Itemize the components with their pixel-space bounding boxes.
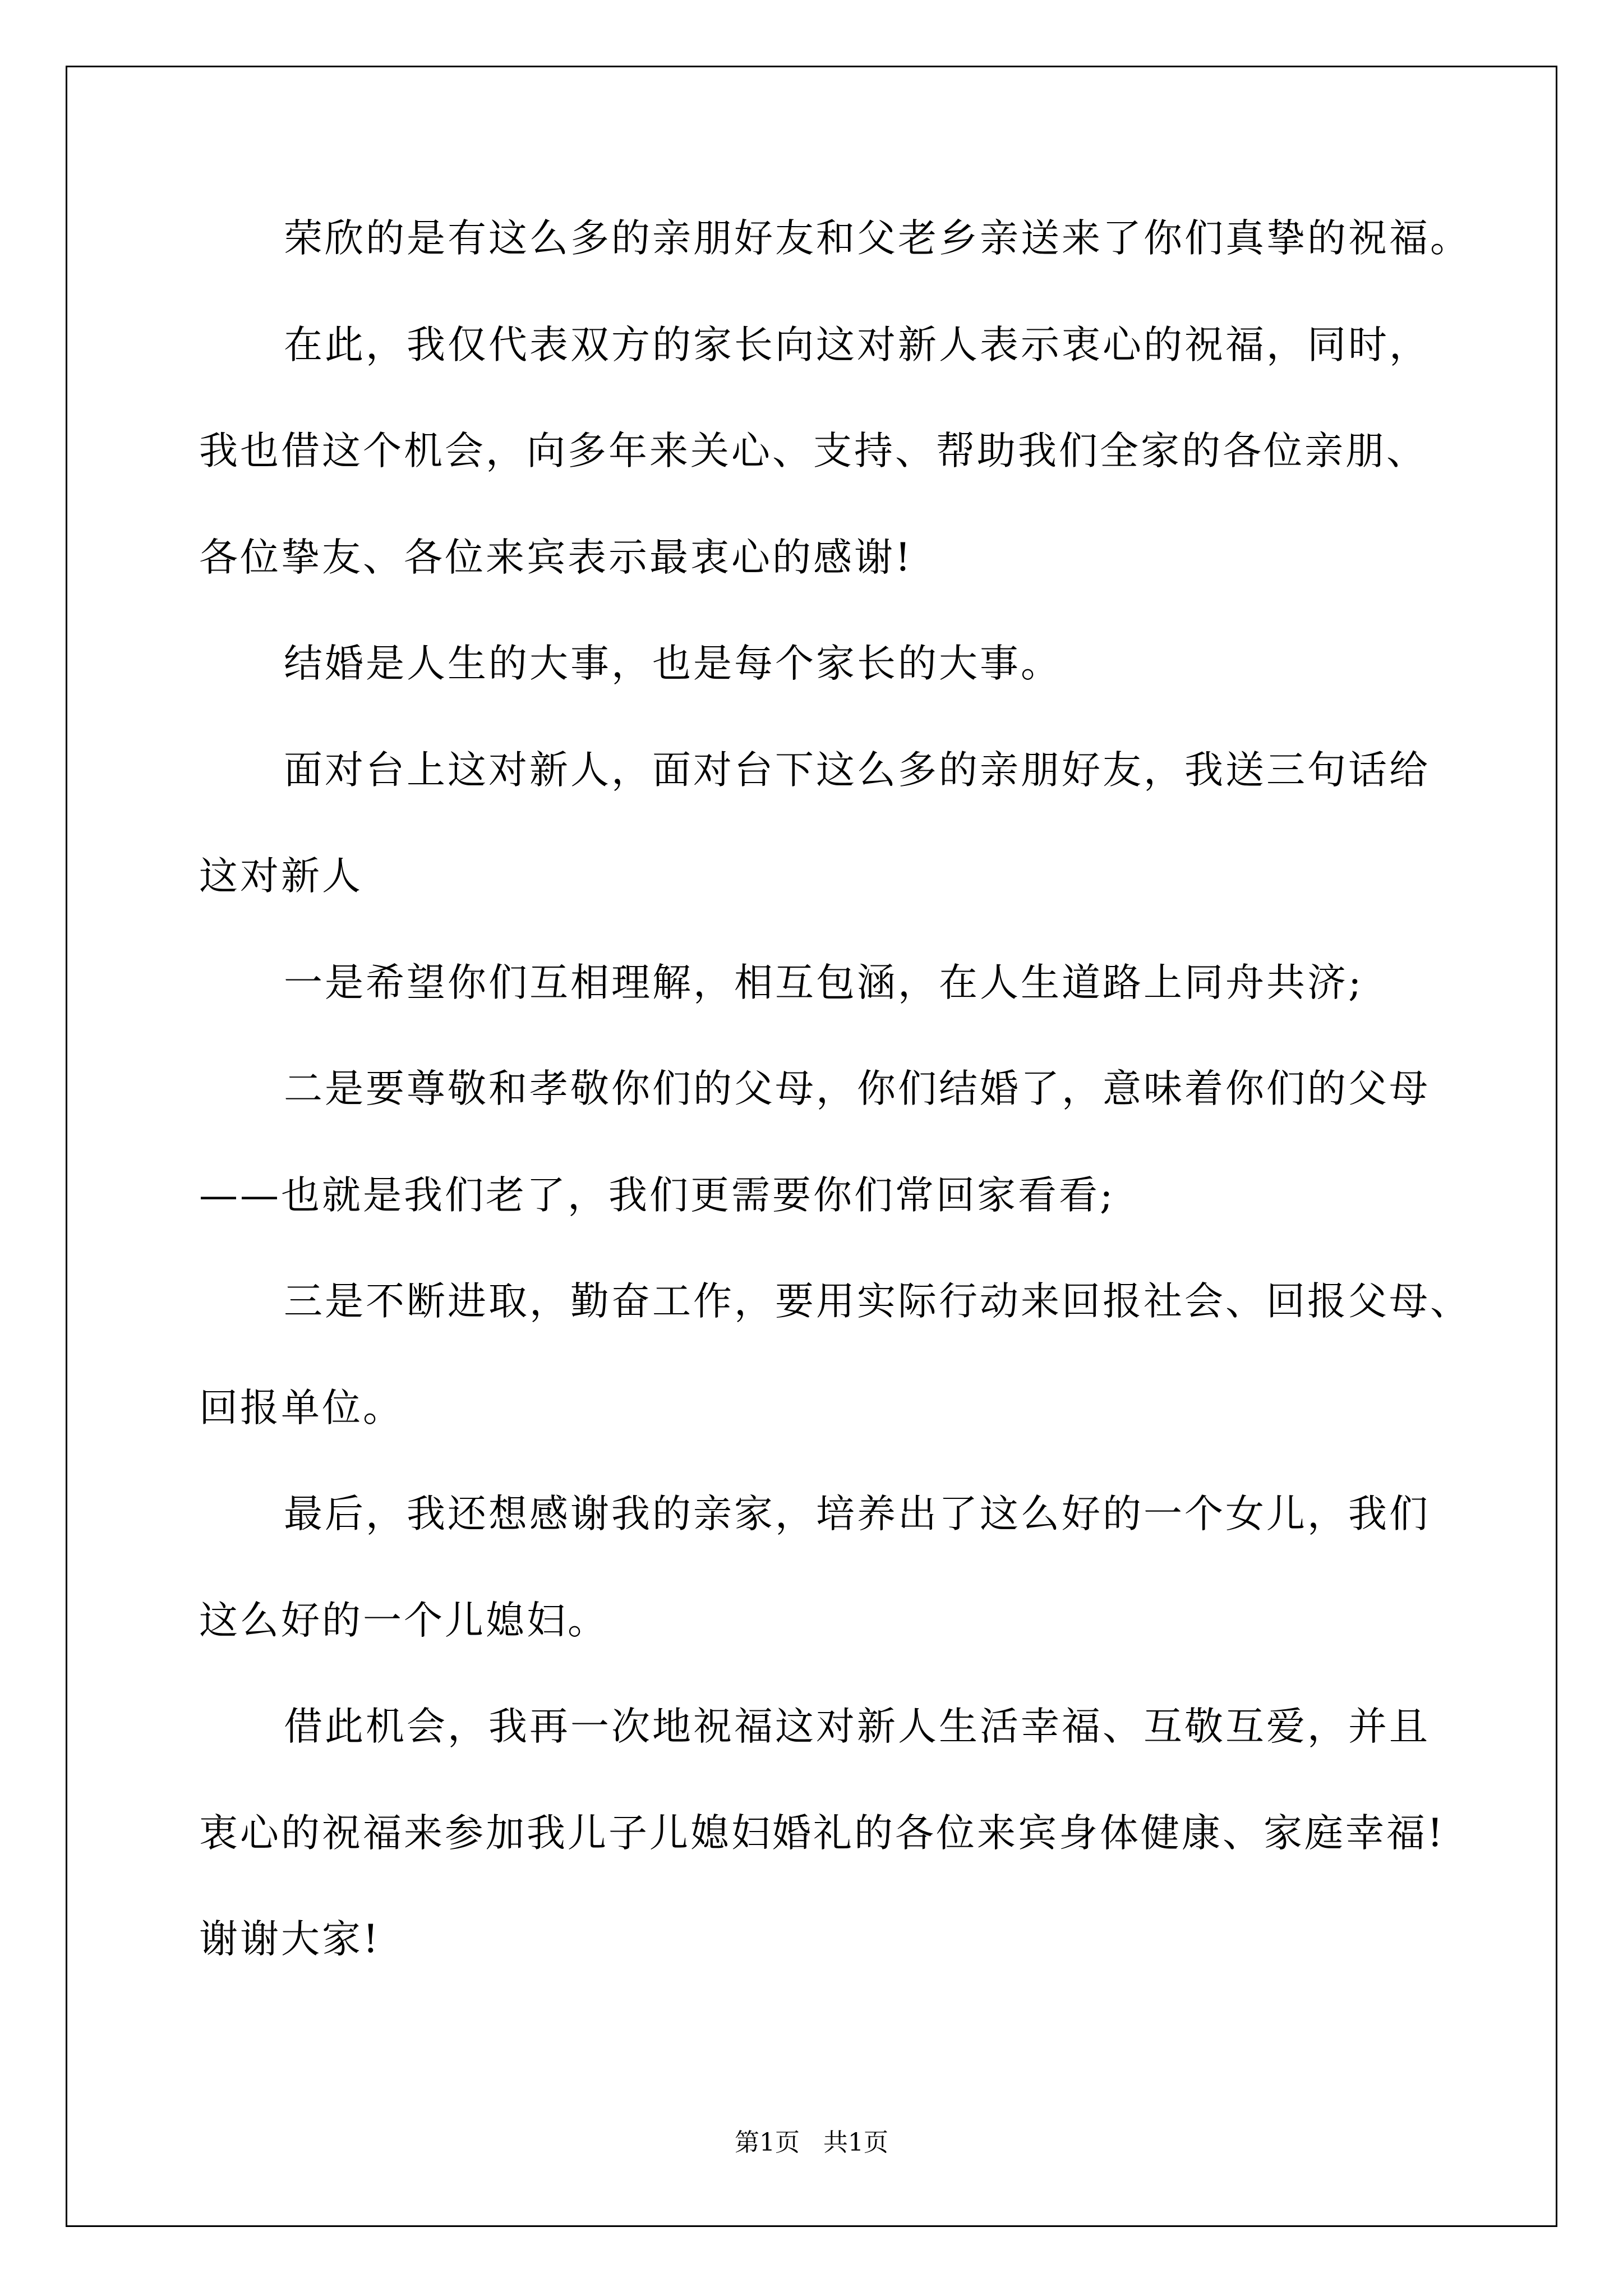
text-line: 衷心的祝福来参加我儿子儿媳妇婚礼的各位来宾身体健康、家庭幸福!: [199, 1810, 1445, 1856]
page-number-footer: 第1页 共1页: [735, 2128, 888, 2157]
text-line: 借此机会，我再一次地祝福这对新人生活幸福、互敬互爱，并且: [284, 1704, 1430, 1749]
text-line: 结婚是人生的大事，也是每个家长的大事。: [284, 641, 1062, 686]
text-line: 最后，我还想感谢我的亲家，培养出了这么好的一个女儿，我们: [284, 1492, 1430, 1536]
text-line: 在此，我仅代表双方的家长向这对新人表示衷心的祝福，同时，: [284, 322, 1430, 367]
text-line: 我也借这个机会，向多年来关心、支持、帮助我们全家的各位亲朋、: [199, 429, 1427, 473]
text-line: 二是要尊敬和孝敬你们的父母，你们结婚了，意味着你们的父母: [284, 1066, 1430, 1111]
text-line: 这么好的一个儿媳妇。: [199, 1598, 608, 1643]
text-line: 谢谢大家!: [199, 1917, 381, 1962]
text-line: 回报单位。: [199, 1385, 404, 1430]
text-line: 这对新人: [199, 854, 363, 899]
text-line: 三是不断进取，勤奋工作，要用实际行动来回报社会、回报父母、: [284, 1279, 1471, 1324]
text-line: 面对台上这对新人，面对台下这么多的亲朋好友，我送三句话给: [284, 747, 1430, 793]
text-line: ——也就是我们老了，我们更需要你们常回家看看;: [199, 1172, 1115, 1218]
text-line: 各位挚友、各位来宾表示最衷心的感谢!: [199, 535, 913, 580]
text-line: 一是希望你们互相理解，相互包涵，在人生道路上同舟共济;: [284, 960, 1364, 1005]
document-body: [199, 208, 1471, 2015]
text-line: 荣欣的是有这么多的亲朋好友和父老乡亲送来了你们真挚的祝福。: [284, 216, 1471, 261]
